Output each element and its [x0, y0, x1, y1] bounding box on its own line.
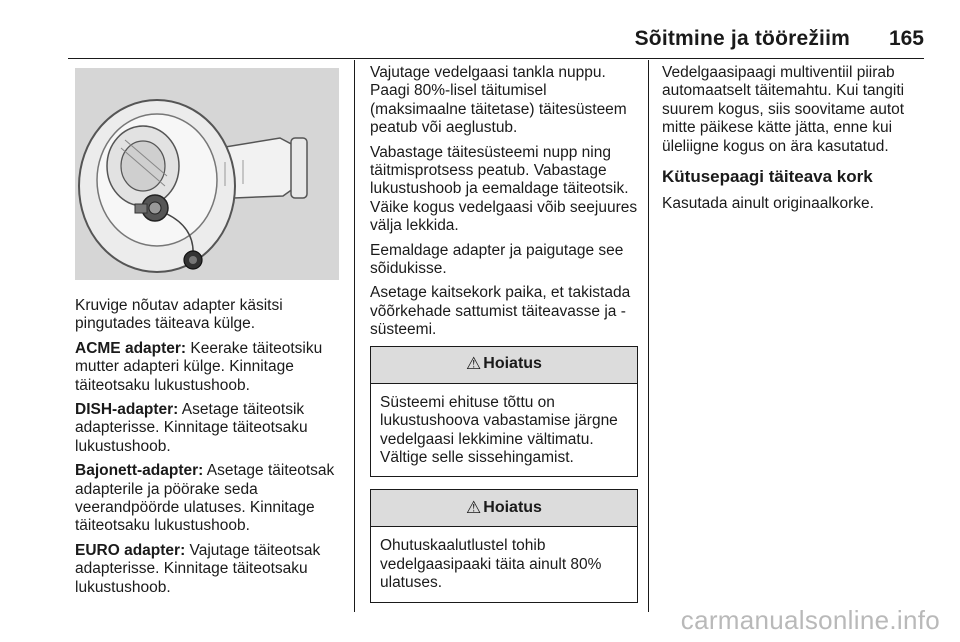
- adapter-euro: EURO adapter: Vajutage täiteotsak adapterisse. Kinnitage täiteotsaku lukustushoob.: [75, 541, 321, 596]
- warning-triangle-icon: ⚠: [466, 498, 482, 518]
- paragraph: Vabastage täitesüsteemi nupp ning täitmisprotsess peatub. Vabastage lukustushoob ja eemaldage täiteotsik. Väike kogus vedelgaasi võib seejuures välja lekkida.: [370, 143, 638, 235]
- paragraph: Kasutada ainult originaalkorke.: [662, 195, 874, 213]
- watermark: carmanualsonline.info: [680, 605, 940, 635]
- page-title: Sõitmine ja töörežiim: [634, 27, 850, 50]
- warning-box: [370, 489, 638, 602]
- fuel-filler-adapter-illustration: [75, 68, 339, 280]
- column-3: [662, 64, 927, 220]
- section-heading: Kütusepaagi täiteava kork: [662, 167, 873, 187]
- column-divider: [354, 60, 355, 612]
- warning-box: [370, 346, 638, 478]
- warning-title: Hoiatus: [483, 355, 542, 373]
- fuel-flap-drawing: [75, 68, 339, 280]
- paragraph: Vedelgaasipaagi multiventiil piirab automaatselt täitemahtu. Kui tangiti suurem kogus, siis soovitame autot mitte päikese kätte jätta, enne kui üleliigne kogus on ära kasutatud.: [662, 64, 905, 155]
- header-rule: [68, 58, 924, 59]
- adapter-dish: DISH-adapter: Asetage täiteotsik adapterisse. Kinnitage täiteotsaku lukustushoob.: [75, 401, 308, 455]
- column-divider: [648, 60, 649, 612]
- paragraph: Vajutage vedelgaasi tankla nuppu. Paagi 80%-lisel täitumisel (maksimaalne täitetase) täitesüsteem peatub või aeglustub.: [370, 64, 627, 137]
- warning-title: Hoiatus: [483, 499, 542, 517]
- warning-header: [371, 490, 637, 527]
- column-1: [75, 64, 343, 603]
- column-2: [370, 64, 638, 615]
- page-number: 165: [888, 27, 924, 50]
- paragraph: Eemaldage adapter ja paigutage see sõidukisse.: [370, 241, 624, 278]
- adapter-bayonet: Bajonett-adapter: Asetage täiteotsak adapterile ja pöörake seda veerandpöörde ulatuses. Kinnitage täiteotsaku lukustushoob.: [75, 462, 335, 535]
- warning-triangle-icon: ⚠: [466, 354, 482, 374]
- page-header: [0, 0, 960, 64]
- paragraph: Asetage kaitsekork paika, et takistada võõrkehade sattumist täiteavasse ja -süsteemi.: [370, 284, 631, 339]
- intro-paragraph: Kruvige nõutav adapter käsitsi pingutades täiteava külge.: [75, 297, 283, 333]
- warning-header: [371, 347, 637, 384]
- adapter-acme: ACME adapter: Keerake täiteotsiku mutter adapteri külge. Kinnitage täiteotsaku lukustushoob.: [75, 339, 323, 394]
- warning-text: Ohutuskaalutlustel tohib vedelgaasipaaki täita ainult 80% ulatuses.: [380, 537, 602, 592]
- warning-text: Süsteemi ehituse tõttu on lukustushoova vabastamise järgne vedelgaasi lekkimine vältimatu. Vältige selle sissehingamist.: [380, 393, 618, 466]
